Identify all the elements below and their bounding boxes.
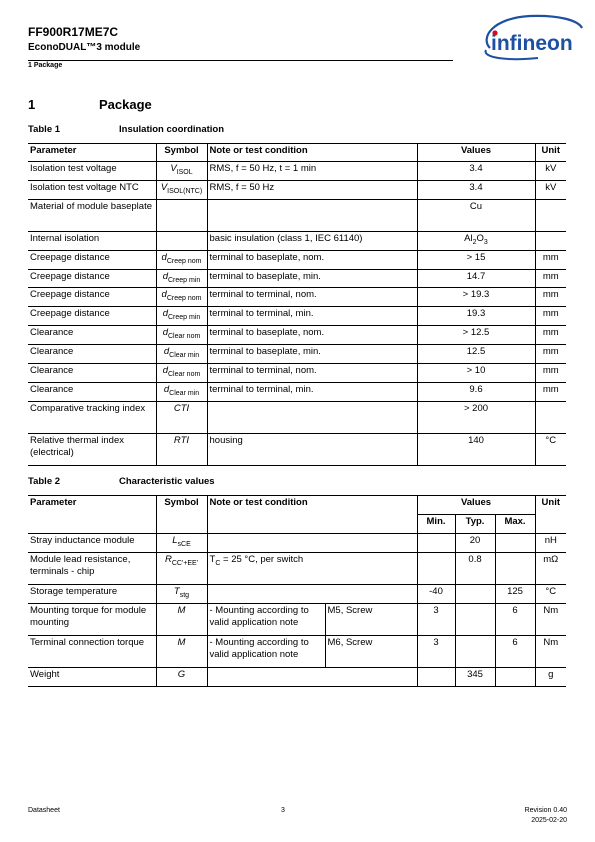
table-row — [28, 162, 566, 181]
note: RMS, f = 50 Hz, t = 1 min — [207, 162, 417, 181]
note: terminal to terminal, nom. — [207, 288, 417, 307]
col-header-max: Max. — [495, 515, 535, 534]
note: terminal to baseplate, nom. — [207, 250, 417, 269]
table-row — [28, 364, 566, 383]
value: > 200 — [417, 401, 535, 433]
unit: Nm — [535, 604, 566, 636]
param: Mounting torque for module mounting — [28, 604, 156, 636]
param: Weight — [28, 668, 156, 687]
param: Creepage distance — [28, 307, 156, 326]
symbol: G — [156, 668, 207, 687]
param: Relative thermal index (electrical) — [28, 433, 156, 465]
typ: 0.8 — [455, 553, 495, 585]
value: 9.6 — [417, 382, 535, 401]
symbol: M — [156, 604, 207, 636]
footer-revision: Revision 0.40 — [524, 807, 567, 814]
unit: mm — [535, 269, 566, 288]
value: 3.4 — [417, 162, 535, 181]
header-rule — [28, 60, 453, 61]
col-header-symbol: Symbol — [156, 496, 207, 534]
param: Storage temperature — [28, 585, 156, 604]
param: Clearance — [28, 326, 156, 345]
note: housing — [207, 433, 417, 465]
max: 125 — [495, 585, 535, 604]
symbol: M — [156, 636, 207, 668]
symbol — [156, 231, 207, 250]
col-header-symbol: Symbol — [156, 144, 207, 162]
col-header-typ: Typ. — [455, 515, 495, 534]
max: 6 — [495, 636, 535, 668]
symbol: $d_{Creep nom}$ — [156, 250, 207, 269]
value: 3.4 — [417, 180, 535, 199]
note: terminal to terminal, min. — [207, 307, 417, 326]
unit — [535, 199, 566, 231]
note — [207, 534, 417, 553]
table-row — [28, 288, 566, 307]
typ: 20 — [455, 534, 495, 553]
note: terminal to baseplate, nom. — [207, 326, 417, 345]
min — [417, 668, 455, 687]
footer-page-number: 3 — [281, 807, 285, 814]
col-header-min: Min. — [417, 515, 455, 534]
infineon-logo — [478, 12, 584, 62]
value: 140 — [417, 433, 535, 465]
param: Clearance — [28, 382, 156, 401]
value: > 19.3 — [417, 288, 535, 307]
table-row — [28, 604, 566, 636]
table-row — [28, 668, 566, 687]
param: Creepage distance — [28, 269, 156, 288]
note: - Mounting according to valid application note — [207, 636, 325, 668]
symbol: $V_{ISOL}$ — [156, 162, 207, 181]
typ: 345 — [455, 668, 495, 687]
table1-label: Table 1 — [28, 124, 61, 135]
min: -40 — [417, 585, 455, 604]
table-row — [28, 534, 566, 553]
min — [417, 553, 455, 585]
note: $T_C = 25$ °C, per switch — [207, 553, 417, 585]
characteristic-table — [28, 495, 566, 687]
param: Clearance — [28, 364, 156, 383]
min: 3 — [417, 604, 455, 636]
unit: kV — [535, 180, 566, 199]
min: 3 — [417, 636, 455, 668]
symbol: $T_{stg}$ — [156, 585, 207, 604]
table-row — [28, 250, 566, 269]
unit: °C — [535, 433, 566, 465]
note — [207, 199, 417, 231]
table-row — [28, 326, 566, 345]
unit: mm — [535, 345, 566, 364]
table-row — [28, 382, 566, 401]
note: RMS, f = 50 Hz — [207, 180, 417, 199]
param: Clearance — [28, 345, 156, 364]
module-name: EconoDUAL™3 module — [28, 42, 141, 53]
table-row — [28, 433, 566, 465]
unit — [535, 401, 566, 433]
typ — [455, 604, 495, 636]
table-row — [28, 180, 566, 199]
param: Creepage distance — [28, 250, 156, 269]
note: terminal to terminal, min. — [207, 382, 417, 401]
value: $Al_2O_3$ — [417, 231, 535, 250]
symbol: $L_{sCE}$ — [156, 534, 207, 553]
col-header-note: Note or test condition — [207, 496, 417, 534]
typ — [455, 585, 495, 604]
unit: g — [535, 668, 566, 687]
param: Isolation test voltage NTC — [28, 180, 156, 199]
unit: mm — [535, 326, 566, 345]
unit: mm — [535, 288, 566, 307]
table-row — [28, 345, 566, 364]
insulation-table — [28, 143, 566, 466]
symbol: $d_{Clear nom}$ — [156, 364, 207, 383]
col-header-parameter: Parameter — [28, 496, 156, 534]
unit — [535, 231, 566, 250]
symbol: $V_{ISOL(NTC)}$ — [156, 180, 207, 199]
unit: nH — [535, 534, 566, 553]
param: Isolation test voltage — [28, 162, 156, 181]
symbol: $d_{Clear min}$ — [156, 345, 207, 364]
table-row — [28, 307, 566, 326]
col-header-values: Values — [417, 496, 535, 515]
param: Creepage distance — [28, 288, 156, 307]
value: Cu — [417, 199, 535, 231]
col-header-unit: Unit — [535, 144, 566, 162]
table-row — [28, 585, 566, 604]
typ — [455, 636, 495, 668]
logo-text: infineon — [491, 32, 573, 55]
symbol — [156, 199, 207, 231]
col-header-unit: Unit — [535, 496, 566, 534]
value: 12.5 — [417, 345, 535, 364]
unit: mm — [535, 364, 566, 383]
table2-label: Table 2 — [28, 476, 61, 487]
note: terminal to baseplate, min. — [207, 345, 417, 364]
table-row — [28, 636, 566, 668]
note: terminal to baseplate, min. — [207, 269, 417, 288]
section-title: Package — [99, 97, 152, 112]
max — [495, 553, 535, 585]
value: 14.7 — [417, 269, 535, 288]
unit: °C — [535, 585, 566, 604]
max — [495, 668, 535, 687]
footer-doc-type: Datasheet — [28, 807, 60, 814]
table1-title: Insulation coordination — [119, 124, 225, 135]
col-header-values: Values — [417, 144, 535, 162]
symbol: CTI — [156, 401, 207, 433]
param: Terminal connection torque — [28, 636, 156, 668]
unit: mΩ — [535, 553, 566, 585]
table-row — [28, 553, 566, 585]
min — [417, 534, 455, 553]
note-screw: M5, Screw — [325, 604, 417, 636]
param: Material of module baseplate — [28, 199, 156, 231]
max: 6 — [495, 604, 535, 636]
note: - Mounting according to valid application note — [207, 604, 325, 636]
note: terminal to terminal, nom. — [207, 364, 417, 383]
value: 19.3 — [417, 307, 535, 326]
value: > 12.5 — [417, 326, 535, 345]
table-row — [28, 231, 566, 250]
section-number: 1 — [28, 97, 36, 112]
symbol: $d_{Clear nom}$ — [156, 326, 207, 345]
unit: mm — [535, 250, 566, 269]
table-row — [28, 269, 566, 288]
param: Stray inductance module — [28, 534, 156, 553]
table-row — [28, 199, 566, 231]
symbol: $d_{Creep min}$ — [156, 269, 207, 288]
table-row — [28, 401, 566, 433]
unit: mm — [535, 382, 566, 401]
symbol: $d_{Creep min}$ — [156, 307, 207, 326]
param: Module lead resistance, terminals - chip — [28, 553, 156, 585]
symbol: RTI — [156, 433, 207, 465]
symbol: $R_{CC'+EE'}$ — [156, 553, 207, 585]
symbol: $d_{Clear min}$ — [156, 382, 207, 401]
table2-title: Characteristic values — [119, 476, 215, 487]
max — [495, 534, 535, 553]
param: Internal isolation — [28, 231, 156, 250]
param: Comparative tracking index — [28, 401, 156, 433]
note: basic insulation (class 1, IEC 61140) — [207, 231, 417, 250]
breadcrumb: 1 Package — [28, 62, 63, 69]
value: > 10 — [417, 364, 535, 383]
note — [207, 401, 417, 433]
note-screw: M6, Screw — [325, 636, 417, 668]
note — [207, 585, 417, 604]
col-header-note: Note or test condition — [207, 144, 417, 162]
footer-date: 2025-02-20 — [531, 817, 567, 824]
note — [207, 668, 417, 687]
value: > 15 — [417, 250, 535, 269]
unit: mm — [535, 307, 566, 326]
part-number: FF900R17ME7C — [28, 25, 119, 39]
unit: kV — [535, 162, 566, 181]
symbol: $d_{Creep nom}$ — [156, 288, 207, 307]
unit: Nm — [535, 636, 566, 668]
col-header-parameter: Parameter — [28, 144, 156, 162]
